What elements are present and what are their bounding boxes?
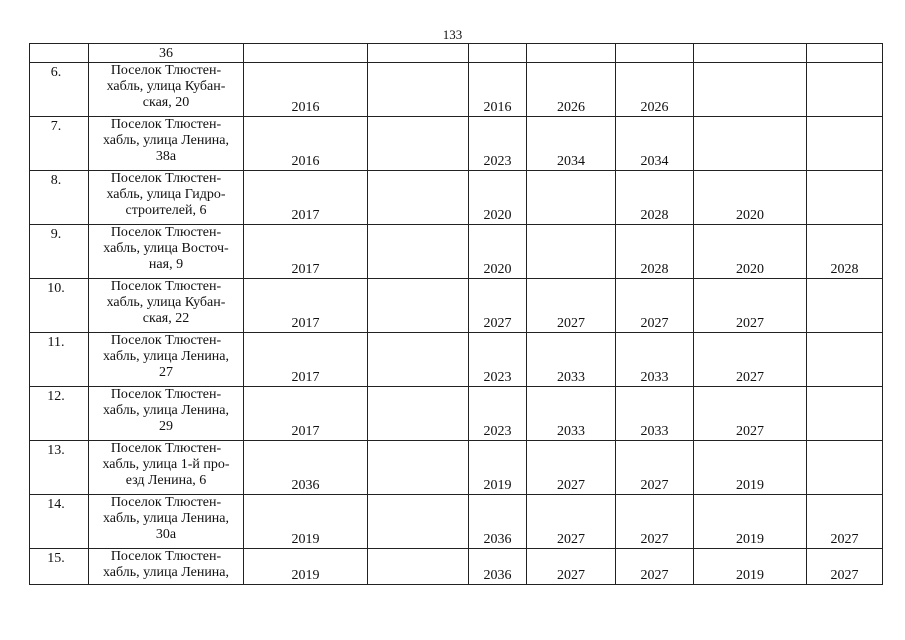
year-cell-3: 2020 (469, 225, 527, 279)
year-cell-6: 2019 (694, 441, 807, 495)
table-row (30, 117, 883, 171)
row-number-cell: 10. (30, 279, 89, 333)
year-cell-3: 2023 (469, 333, 527, 387)
year-cell-2 (368, 63, 469, 117)
year-cell-4: 2027 (527, 441, 616, 495)
year-cell-3: 2027 (469, 279, 527, 333)
year-cell-4: 2027 (527, 549, 616, 585)
table-row (30, 279, 883, 333)
year-cell-5: 2027 (616, 441, 694, 495)
year-cell-5: 2028 (616, 225, 694, 279)
year-cell-3: 2020 (469, 171, 527, 225)
year-cell-2 (368, 44, 469, 63)
year-cell-1: 2017 (244, 279, 368, 333)
year-cell-1 (244, 44, 368, 63)
table-row (30, 63, 883, 117)
year-cell-7 (807, 387, 883, 441)
year-cell-3: 2036 (469, 495, 527, 549)
address-cell: Поселок Тлюстен- хабль, улица Ленина, 30а (89, 495, 244, 549)
year-cell-2 (368, 441, 469, 495)
table-row (30, 171, 883, 225)
year-cell-2 (368, 495, 469, 549)
page-number: 133 (442, 27, 463, 42)
row-number-cell: 8. (30, 171, 89, 225)
table-row (30, 387, 883, 441)
address-cell: Поселок Тлюстен- хабль, улица Гидро- строителей, 6 (89, 171, 244, 225)
year-cell-7: 2027 (807, 495, 883, 549)
table-row (30, 495, 883, 549)
row-number-cell: 13. (30, 441, 89, 495)
year-cell-4 (527, 44, 616, 63)
year-cell-3: 2036 (469, 549, 527, 585)
year-cell-6 (694, 63, 807, 117)
address-cell: Поселок Тлюстен- хабль, улица Кубан- ская, 22 (89, 279, 244, 333)
row-number-cell: 9. (30, 225, 89, 279)
year-cell-5: 2027 (616, 549, 694, 585)
table-body (30, 44, 883, 585)
year-cell-1: 2016 (244, 63, 368, 117)
year-cell-2 (368, 171, 469, 225)
year-cell-5: 2033 (616, 333, 694, 387)
year-cell-1: 2017 (244, 171, 368, 225)
address-cell: Поселок Тлюстен- хабль, улица Ленина, 38а (89, 117, 244, 171)
year-cell-7 (807, 333, 883, 387)
year-cell-4: 2027 (527, 279, 616, 333)
year-cell-1: 2019 (244, 495, 368, 549)
year-cell-5: 2034 (616, 117, 694, 171)
table-row (30, 225, 883, 279)
table-row (30, 549, 883, 585)
year-cell-2 (368, 279, 469, 333)
address-cell: Поселок Тлюстен- хабль, улица Восточ- ная, 9 (89, 225, 244, 279)
year-cell-7 (807, 279, 883, 333)
year-cell-6: 2020 (694, 225, 807, 279)
address-cell: Поселок Тлюстен- хабль, улица Ленина, 29 (89, 387, 244, 441)
year-cell-4 (527, 171, 616, 225)
year-cell-3: 2023 (469, 387, 527, 441)
year-cell-2 (368, 333, 469, 387)
year-cell-5: 2028 (616, 171, 694, 225)
year-cell-5: 2033 (616, 387, 694, 441)
table-row (30, 441, 883, 495)
address-cell: Поселок Тлюстен- хабль, улица Ленина, 27 (89, 333, 244, 387)
year-cell-2 (368, 225, 469, 279)
address-cell: 36 (89, 44, 244, 63)
row-number-cell: 11. (30, 333, 89, 387)
year-cell-7: 2028 (807, 225, 883, 279)
row-number-cell: 14. (30, 495, 89, 549)
year-cell-3: 2019 (469, 441, 527, 495)
year-cell-4: 2034 (527, 117, 616, 171)
year-cell-7 (807, 44, 883, 63)
year-cell-1: 2017 (244, 333, 368, 387)
row-number-cell: 12. (30, 387, 89, 441)
year-cell-4: 2027 (527, 495, 616, 549)
year-cell-3: 2016 (469, 63, 527, 117)
year-cell-1: 2017 (244, 387, 368, 441)
year-cell-5: 2027 (616, 279, 694, 333)
year-cell-2 (368, 549, 469, 585)
year-cell-6: 2019 (694, 549, 807, 585)
year-cell-6 (694, 117, 807, 171)
year-cell-1: 2016 (244, 117, 368, 171)
year-cell-1: 2019 (244, 549, 368, 585)
row-number-cell: 7. (30, 117, 89, 171)
year-cell-7 (807, 117, 883, 171)
year-cell-1: 2017 (244, 225, 368, 279)
year-cell-7 (807, 171, 883, 225)
year-cell-3: 2023 (469, 117, 527, 171)
year-cell-7: 2027 (807, 549, 883, 585)
year-cell-6: 2027 (694, 333, 807, 387)
year-cell-6: 2020 (694, 171, 807, 225)
year-cell-6: 2027 (694, 279, 807, 333)
year-cell-4: 2033 (527, 333, 616, 387)
row-number-cell (30, 44, 89, 63)
year-cell-5: 2026 (616, 63, 694, 117)
year-cell-3 (469, 44, 527, 63)
year-cell-4 (527, 225, 616, 279)
row-number-cell: 6. (30, 63, 89, 117)
year-cell-1: 2036 (244, 441, 368, 495)
address-cell: Поселок Тлюстен- хабль, улица 1-й про- езд Ленина, 6 (89, 441, 244, 495)
table-row (30, 333, 883, 387)
year-cell-7 (807, 63, 883, 117)
address-cell: Поселок Тлюстен- хабль, улица Ленина, (89, 549, 244, 585)
year-cell-4: 2033 (527, 387, 616, 441)
year-cell-2 (368, 387, 469, 441)
address-cell: Поселок Тлюстен- хабль, улица Кубан- ская, 20 (89, 63, 244, 117)
year-cell-5 (616, 44, 694, 63)
year-cell-5: 2027 (616, 495, 694, 549)
year-cell-2 (368, 117, 469, 171)
year-cell-7 (807, 441, 883, 495)
year-cell-6: 2019 (694, 495, 807, 549)
year-cell-4: 2026 (527, 63, 616, 117)
table-row (30, 44, 883, 63)
row-number-cell: 15. (30, 549, 89, 585)
main-table (29, 43, 883, 585)
year-cell-6: 2027 (694, 387, 807, 441)
year-cell-6 (694, 44, 807, 63)
